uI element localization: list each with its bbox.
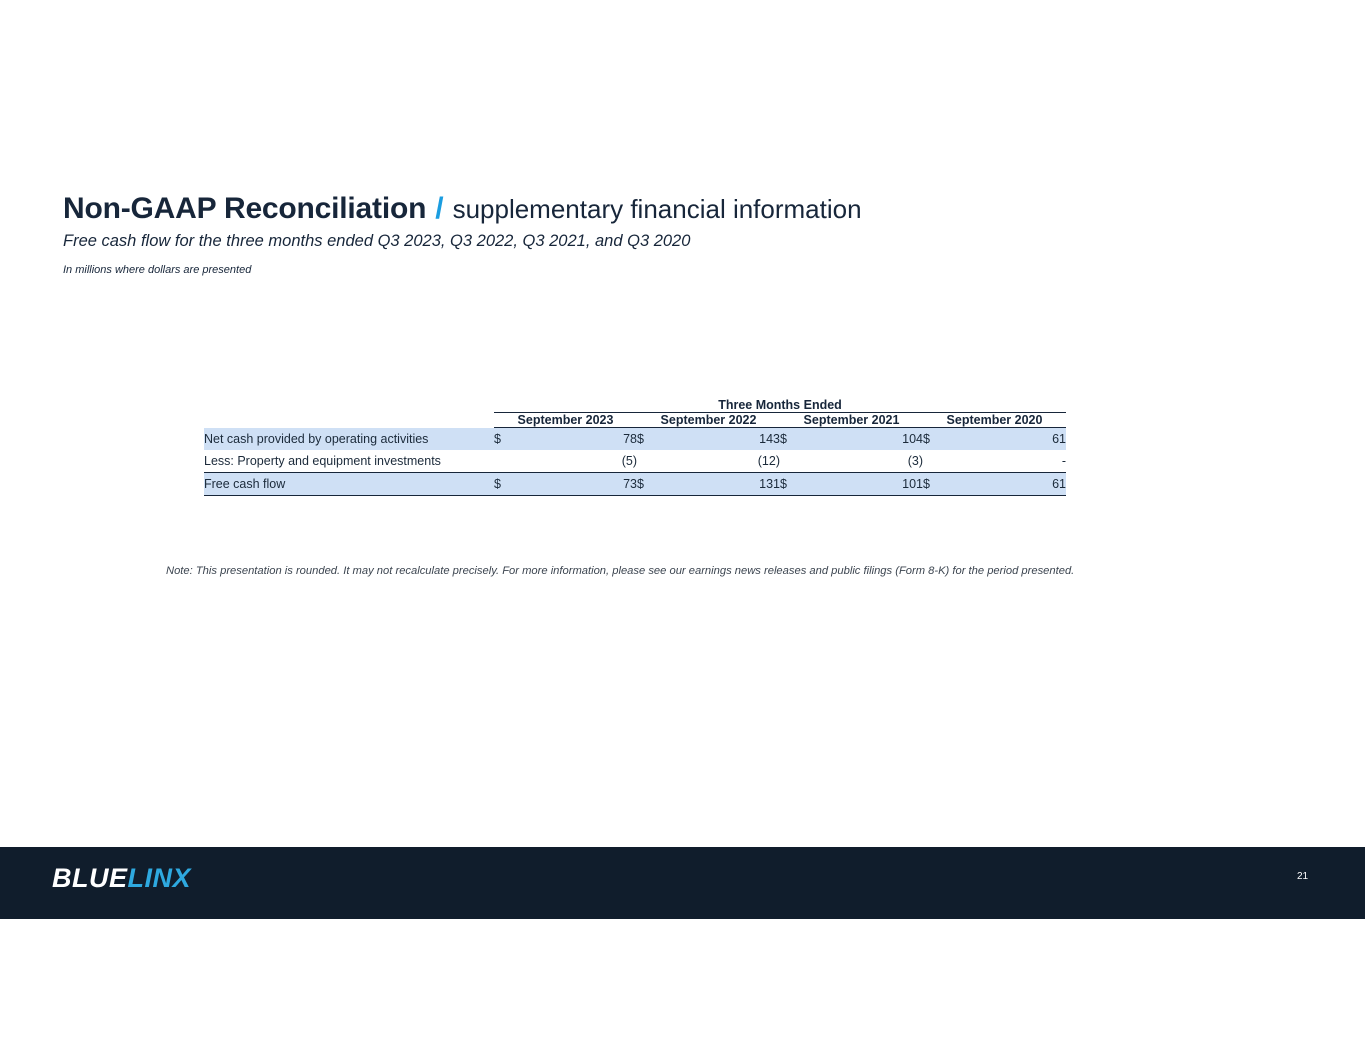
bluelinx-logo: [52, 863, 191, 894]
page-number: 21: [1297, 871, 1309, 882]
currency-symbol: $: [923, 428, 945, 451]
value-operating-2021: 104: [802, 428, 923, 451]
value-fcf-2023: 73: [516, 473, 637, 496]
currency-symbol: $: [494, 428, 516, 451]
column-header-sep-2020: September 2020: [923, 413, 1066, 428]
currency-symbol: [780, 450, 802, 473]
currency-symbol: [923, 450, 945, 473]
page-title: [63, 192, 862, 226]
value-operating-2022: 143: [659, 428, 780, 451]
column-header-sep-2021: September 2021: [780, 413, 923, 428]
currency-symbol: $: [780, 428, 802, 451]
value-capex-2022: (12): [659, 450, 780, 473]
column-header-sep-2023: September 2023: [494, 413, 637, 428]
footnote: Note: This presentation is rounded. It may not recalculate precisely. For more information, please see our earnings news releases and public filings (Form 8-K) for the period presented.: [166, 565, 1075, 577]
header-spacer-cell: [204, 413, 494, 428]
row-label-property-equipment: Less: Property and equipment investments: [204, 450, 494, 473]
column-header-sep-2022: September 2022: [637, 413, 780, 428]
row-label-free-cash-flow: Free cash flow: [204, 473, 494, 496]
value-fcf-2020: 61: [945, 473, 1066, 496]
units-note: In millions where dollars are presented: [63, 264, 252, 276]
title-subtext: supplementary financial information: [452, 194, 862, 224]
logo-text-linx: LINX: [127, 863, 192, 893]
table-span-header-row: [204, 398, 1066, 413]
row-label-operating-activities: Net cash provided by operating activities: [204, 428, 494, 451]
table-row: [204, 450, 1066, 473]
value-capex-2023: (5): [516, 450, 637, 473]
table-header-row: [204, 413, 1066, 428]
title-separator: /: [435, 192, 444, 225]
value-operating-2020: 61: [945, 428, 1066, 451]
currency-symbol: $: [923, 473, 945, 496]
currency-symbol: $: [494, 473, 516, 496]
footer-bar: [0, 847, 1365, 919]
title-main: Non-GAAP Reconciliation: [63, 192, 427, 225]
value-operating-2023: 78: [516, 428, 637, 451]
value-capex-2021: (3): [802, 450, 923, 473]
currency-symbol: [494, 450, 516, 473]
currency-symbol: $: [637, 428, 659, 451]
value-capex-2020: -: [945, 450, 1066, 473]
financial-table: [204, 398, 1066, 496]
logo-text-blue: BLUE: [52, 863, 128, 893]
slide-subtitle: Free cash flow for the three months ended Q3 2023, Q3 2022, Q3 2021, and Q3 2020: [63, 232, 691, 250]
table-row: [204, 428, 1066, 451]
currency-symbol: [637, 450, 659, 473]
span-header-three-months-ended: Three Months Ended: [494, 398, 1066, 413]
table-row: [204, 473, 1066, 496]
currency-symbol: $: [637, 473, 659, 496]
currency-symbol: $: [780, 473, 802, 496]
financial-table-container: [204, 398, 1066, 496]
value-fcf-2021: 101: [802, 473, 923, 496]
value-fcf-2022: 131: [659, 473, 780, 496]
spacer-cell: [204, 398, 494, 413]
